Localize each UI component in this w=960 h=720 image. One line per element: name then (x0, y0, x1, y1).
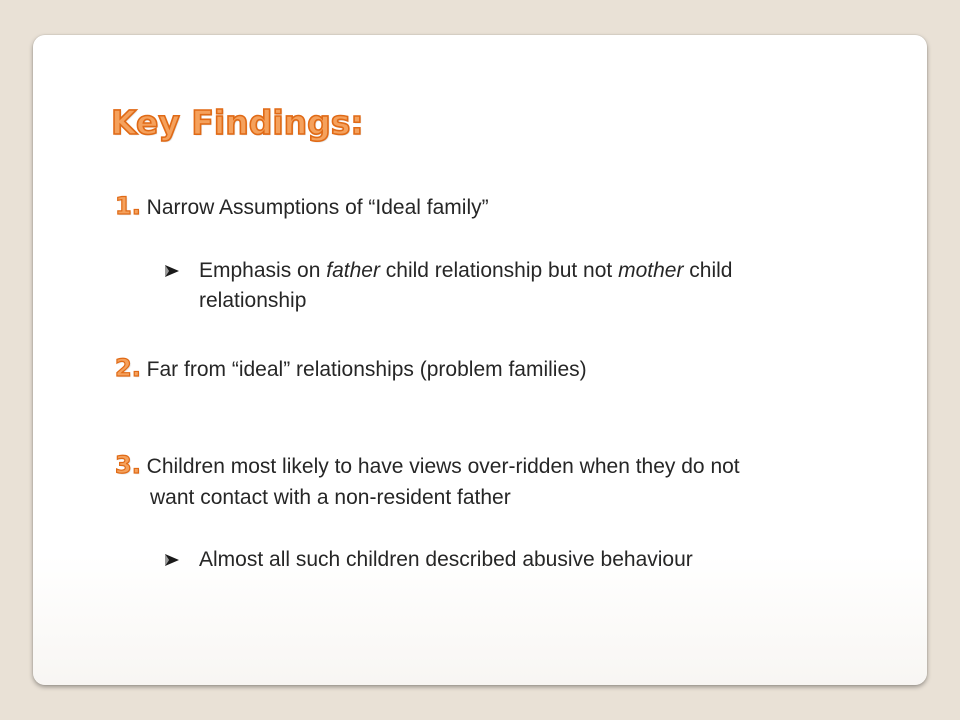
finding-1-sub-bullet (199, 256, 849, 316)
arrow-bullet-icon (165, 553, 179, 567)
finding-1-number: 1. (115, 192, 141, 220)
finding-1 (115, 191, 489, 223)
finding-2 (115, 353, 587, 385)
finding-2-text: Far from “ideal” relationships (problem families) (146, 358, 587, 381)
finding-1-text: Narrow Assumptions of “Ideal family” (146, 196, 489, 219)
bullet-text-father: father (326, 259, 380, 282)
bullet-text-mother: mother (618, 259, 684, 282)
bullet-text-part: relationship (199, 289, 307, 312)
finding-3 (115, 450, 740, 482)
finding-3-sub-bullet: Almost all such children described abusive behaviour (199, 548, 693, 571)
finding-3-line2: want contact with a non-resident father (150, 486, 511, 509)
finding-3-text-line1: Children most likely to have views over-ridden when they do not (146, 455, 740, 478)
arrow-bullet-icon (165, 264, 179, 278)
slide-title: Key Findings: (111, 103, 364, 142)
bullet-text-part: Emphasis on (199, 259, 327, 282)
bullet-text-part: child relationship but not (379, 259, 619, 282)
bullet-text-part: child (683, 259, 733, 282)
finding-3-number: 3. (115, 451, 141, 479)
finding-2-number: 2. (115, 354, 141, 382)
